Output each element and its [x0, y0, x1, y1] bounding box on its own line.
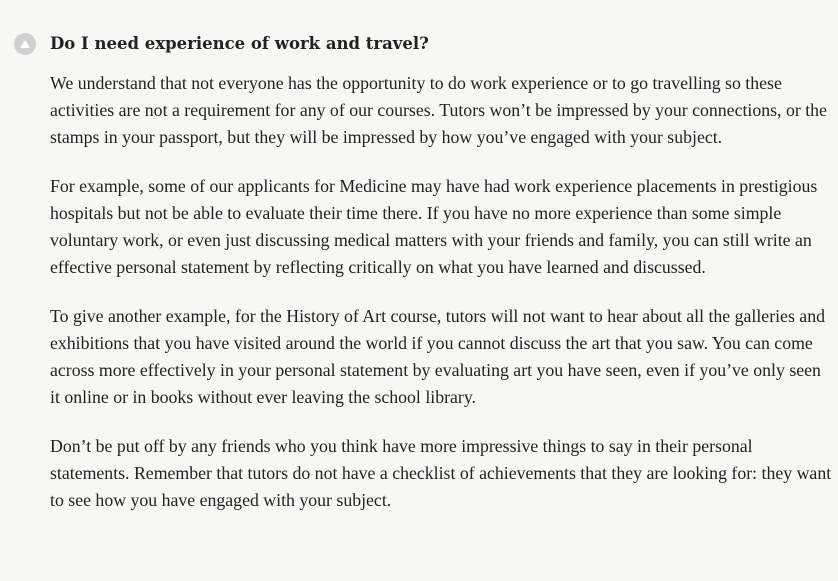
triangle-up-glyph: [20, 40, 30, 48]
faq-question: Do I need experience of work and travel?: [50, 33, 429, 53]
answer-paragraph-1: We understand that not everyone has the opportunity to do work experience or to go travelling so these activities are not a requirement for any of our courses. Tutors won’t be impressed by your connections, or the stamps in your passport, but they will be impressed by how you’ve engaged with your subject.: [50, 73, 827, 147]
faq-question-toggle[interactable]: [14, 18, 429, 69]
answer-paragraph-2: For example, some of our applicants for Medicine may have had work experience placements in prestigious hospitals but not be able to evaluate their time there. If you have no more experience than some simple voluntary work, or even just discussing medical matters with your friends and family, you can still write an effective personal statement by reflecting critically on what you have learned and discussed.: [50, 176, 818, 277]
faq-answer: [50, 70, 835, 536]
answer-paragraph-3: To give another example, for the History of Art course, tutors will not want to hear about all the galleries and exhibitions that you have visited around the world if you cannot discuss the art that you saw. You can come across more effectively in your personal statement by evaluating art you have seen, even if you’ve only seen it online or in books without ever leaving the school library.: [50, 306, 825, 407]
answer-paragraph-4: Don’t be put off by any friends who you think have more impressive things to say in their personal statements. Remember that tutors do not have a checklist of achievements that they are looking for: they want to see how you have engaged with your subject.: [50, 436, 832, 510]
triangle-up-icon[interactable]: [14, 33, 36, 55]
